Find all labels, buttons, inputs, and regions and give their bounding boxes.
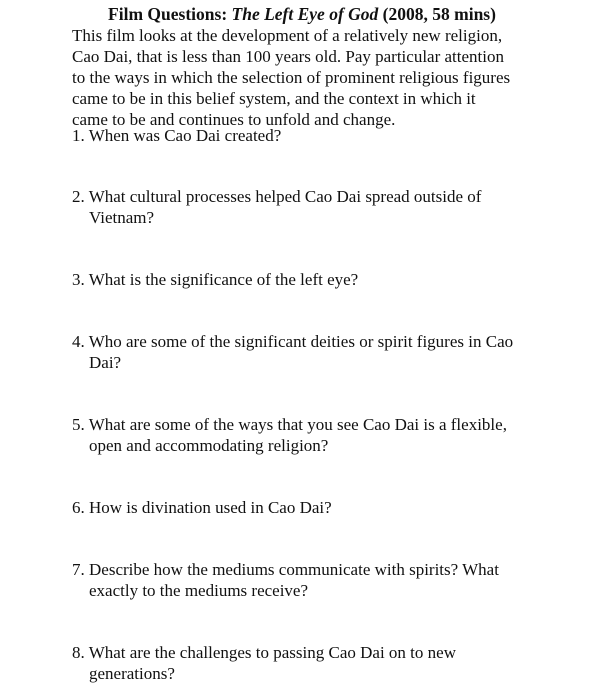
question-text-continued: Dai? [89, 353, 122, 372]
title-suffix: (2008, 58 mins) [378, 4, 496, 24]
document-title [0, 4, 604, 25]
question-text-continued: Vietnam? [89, 208, 155, 227]
question-text: 7. Describe how the mediums communicate with spirits? What [72, 560, 499, 579]
question-8 [72, 642, 552, 684]
question-text-continued: open and accommodating religion? [89, 436, 329, 455]
film-title: The Left Eye of God [231, 4, 379, 24]
intro-line: Cao Dai, that is less than 100 years old. Pay particular attention [72, 47, 504, 66]
title-prefix: Film Questions: [108, 4, 232, 24]
question-text-continued: generations? [89, 664, 175, 683]
question-text: 8. What are the challenges to passing Cao Dai on to new [72, 643, 456, 662]
question-3 [72, 269, 552, 290]
question-text: 3. What is the significance of the left eye? [72, 270, 359, 289]
question-text: 6. How is divination used in Cao Dai? [72, 498, 332, 517]
intro-paragraph [72, 25, 542, 130]
question-7 [72, 559, 552, 601]
question-6 [72, 497, 552, 518]
question-2 [72, 186, 552, 228]
question-4 [72, 331, 552, 373]
question-text: 4. Who are some of the significant deities or spirit figures in Cao [72, 332, 514, 351]
intro-line: came to be and continues to unfold and change. [72, 110, 396, 129]
question-text: 2. What cultural processes helped Cao Dai spread outside of [72, 187, 482, 206]
question-text: 5. What are some of the ways that you see Cao Dai is a flexible, [72, 415, 507, 434]
question-text: 1. When was Cao Dai created? [72, 126, 282, 145]
question-text-continued: exactly to the mediums receive? [89, 581, 309, 600]
intro-line: to the ways in which the selection of prominent religious figures [72, 68, 511, 87]
intro-line: This film looks at the development of a relatively new religion, [72, 26, 503, 45]
question-5 [72, 414, 552, 456]
question-1 [72, 125, 552, 146]
intro-line: came to be in this belief system, and the context in which it [72, 89, 476, 108]
